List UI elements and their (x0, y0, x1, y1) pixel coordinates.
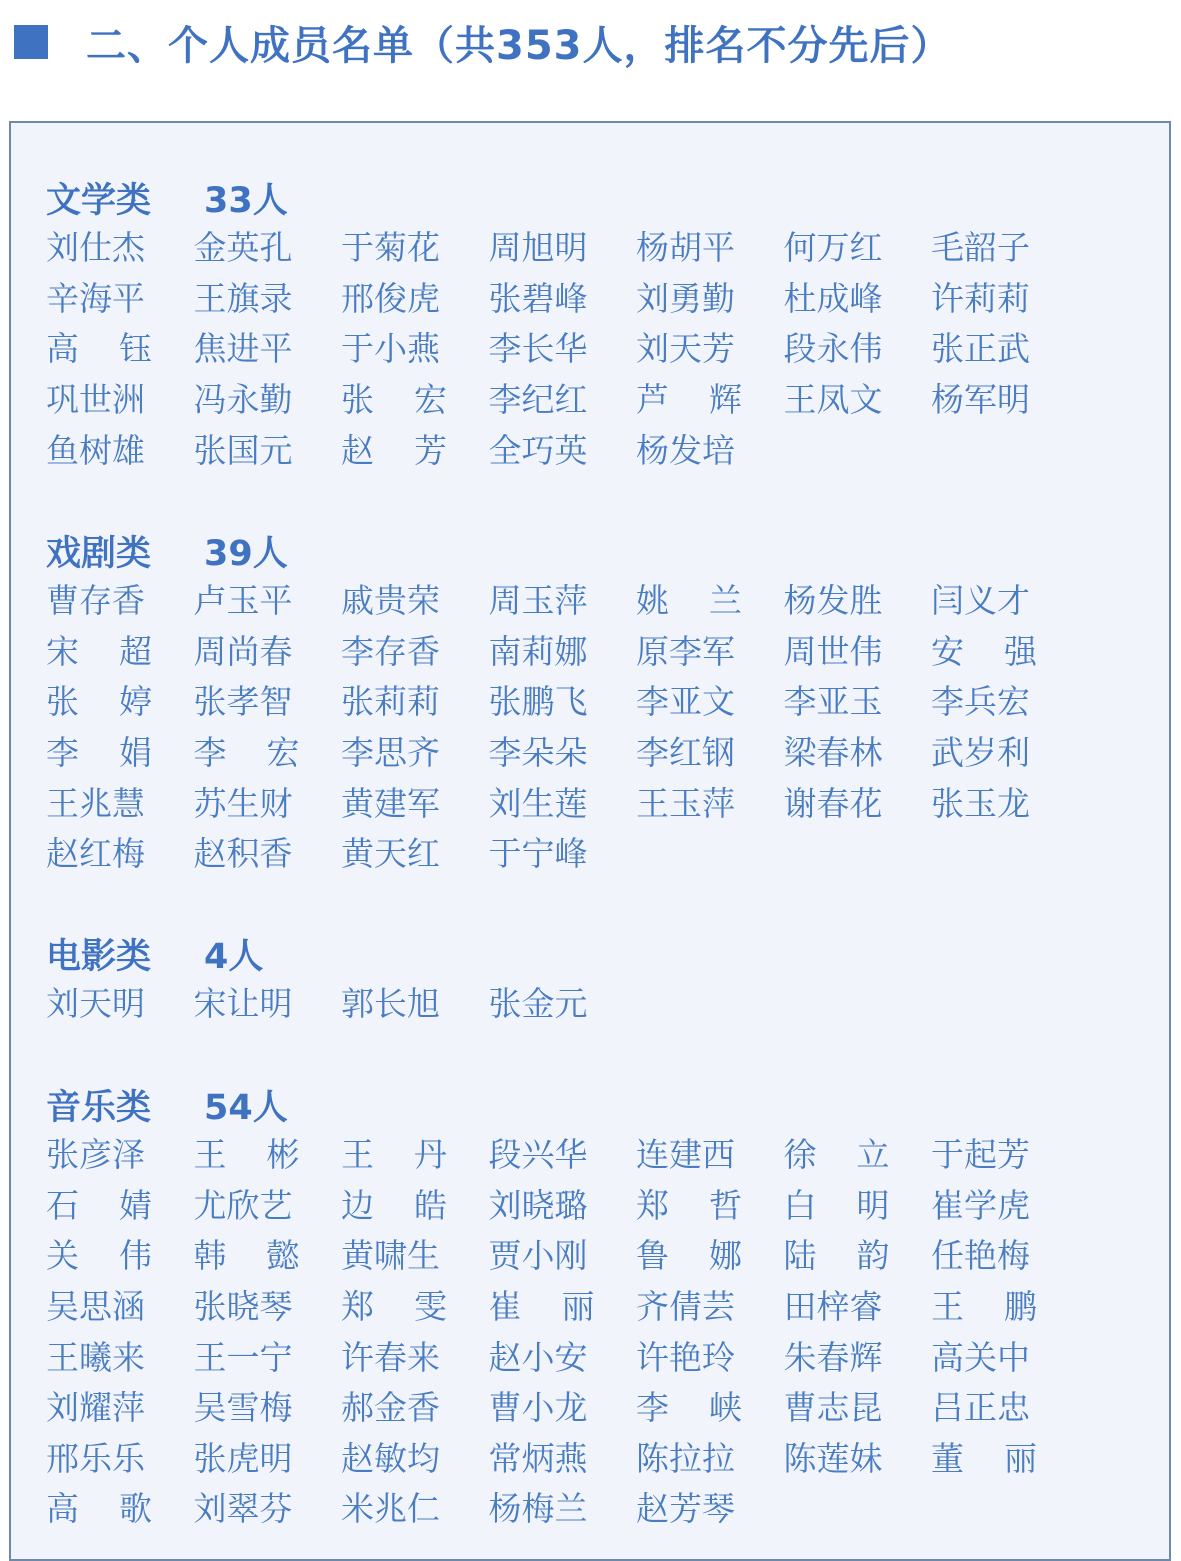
member-name: 李 娟 (46, 733, 152, 773)
member-name: 李朵朵 (488, 733, 588, 773)
member-name: 张鹏飞 (488, 682, 588, 722)
member-name: 曹小龙 (488, 1388, 588, 1428)
member-name: 周世伟 (783, 631, 883, 671)
member-name: 毛韶子 (931, 228, 1030, 268)
section-header (46, 526, 1079, 576)
header-square-icon (14, 25, 48, 59)
member-name: 黄建军 (341, 783, 440, 823)
member-name: 王旗录 (193, 278, 293, 318)
member-name: 全巧英 (488, 430, 588, 470)
member-name: 杜成峰 (783, 278, 883, 318)
member-name: 郑 雯 (341, 1287, 447, 1327)
member-name: 李思齐 (341, 733, 440, 773)
member-name: 米兆仁 (341, 1489, 440, 1529)
member-name: 徐 立 (783, 1135, 890, 1175)
member-name: 黄天红 (341, 834, 440, 874)
member-name: 许艳玲 (636, 1337, 735, 1377)
member-name: 闫义才 (931, 581, 1030, 621)
member-name: 陆 韵 (783, 1236, 890, 1276)
member-name: 卢玉平 (193, 581, 293, 621)
member-name: 李亚玉 (783, 682, 883, 722)
member-name: 郭长旭 (341, 984, 440, 1024)
member-name: 李红钢 (636, 733, 735, 773)
member-name: 于宁峰 (488, 834, 588, 874)
member-name: 关 伟 (46, 1236, 152, 1276)
member-name: 尤欣艺 (193, 1185, 293, 1225)
member-name: 韩 懿 (193, 1236, 300, 1276)
member-name: 谢春花 (783, 783, 883, 823)
member-name: 刘天芳 (636, 329, 735, 369)
member-name: 吕正忠 (931, 1388, 1030, 1428)
member-name: 南莉娜 (488, 631, 588, 671)
member-name: 黄啸生 (341, 1236, 440, 1276)
section-literature (46, 173, 1079, 476)
member-name: 杨军明 (931, 380, 1030, 420)
member-name: 邢俊虎 (341, 278, 440, 318)
member-name: 王 彬 (193, 1135, 300, 1175)
member-name: 许莉莉 (931, 278, 1030, 318)
section-header (46, 1080, 1079, 1130)
page-title: 二、个人成员名单（共353人，排名不分先后） (86, 22, 952, 69)
member-name: 于小燕 (341, 329, 440, 369)
member-name: 姚 兰 (636, 581, 742, 621)
member-name: 朱春辉 (783, 1337, 883, 1377)
member-name: 于起芳 (931, 1135, 1030, 1175)
section-header (46, 173, 1079, 223)
member-name: 刘晓璐 (488, 1185, 588, 1225)
member-name: 冯永勤 (193, 380, 293, 420)
member-name: 周旭明 (488, 228, 588, 268)
section-name: 电影类 (46, 937, 152, 977)
section-drama (46, 526, 1079, 880)
member-name: 邢乐乐 (46, 1438, 145, 1478)
member-name: 宋 超 (46, 631, 152, 671)
member-name: 王兆慧 (46, 783, 145, 823)
member-name: 段永伟 (783, 329, 883, 369)
member-name: 李 宏 (193, 733, 300, 773)
member-name: 张虎明 (193, 1438, 293, 1478)
member-name: 张晓琴 (193, 1287, 293, 1327)
member-name: 李存香 (341, 631, 440, 671)
member-name: 杨发培 (636, 430, 735, 470)
member-name: 武岁利 (931, 733, 1030, 773)
section-header (46, 929, 1079, 979)
member-grid (46, 1130, 1079, 1535)
member-name: 郝金香 (341, 1388, 440, 1428)
member-name: 金英孔 (193, 228, 293, 268)
member-name: 张孝智 (193, 682, 293, 722)
section-film (46, 929, 1079, 1030)
section-name: 戏剧类 (46, 534, 152, 574)
member-name: 连建西 (636, 1135, 735, 1175)
member-name: 芦 辉 (636, 380, 742, 420)
member-name: 赵积香 (193, 834, 293, 874)
member-name: 杨梅兰 (488, 1489, 588, 1529)
member-name: 段兴华 (488, 1135, 588, 1175)
member-name: 高 钰 (46, 329, 152, 369)
member-name: 刘耀萍 (46, 1388, 145, 1428)
member-name: 王玉萍 (636, 783, 735, 823)
member-name: 张国元 (193, 430, 293, 470)
section-music (46, 1080, 1079, 1535)
member-name: 田梓睿 (783, 1287, 883, 1327)
member-name: 周玉萍 (488, 581, 588, 621)
member-name: 刘翠芬 (193, 1489, 293, 1529)
member-name: 张玉龙 (931, 783, 1030, 823)
member-name: 鱼树雄 (46, 430, 145, 470)
member-name: 高关中 (931, 1337, 1030, 1377)
member-name: 赵芳琴 (636, 1489, 735, 1529)
member-name: 宋让明 (193, 984, 293, 1024)
member-name: 苏生财 (193, 783, 293, 823)
member-name: 吴雪梅 (193, 1388, 293, 1428)
member-name: 于菊花 (341, 228, 440, 268)
member-name: 郑 哲 (636, 1185, 742, 1225)
member-name: 戚贵荣 (341, 581, 440, 621)
section-count: 54人 (204, 1088, 288, 1128)
member-name: 陈拉拉 (636, 1438, 735, 1478)
member-name: 曹存香 (46, 581, 145, 621)
member-name: 张彦泽 (46, 1135, 145, 1175)
member-grid (46, 979, 1079, 1030)
member-name: 常炳燕 (488, 1438, 588, 1478)
member-name: 张碧峰 (488, 278, 588, 318)
member-name: 王一宁 (193, 1337, 293, 1377)
member-name: 焦进平 (193, 329, 293, 369)
section-count: 33人 (204, 181, 288, 221)
member-name: 王 丹 (341, 1135, 447, 1175)
section-count: 39人 (204, 534, 288, 574)
member-name: 齐倩芸 (636, 1287, 735, 1327)
member-name: 王 鹏 (931, 1287, 1037, 1327)
member-name: 杨胡平 (636, 228, 735, 268)
member-name: 刘天明 (46, 984, 145, 1024)
member-name: 崔 丽 (488, 1287, 595, 1327)
member-name: 张 宏 (341, 380, 447, 420)
member-name: 白 明 (783, 1185, 890, 1225)
member-name: 赵敏均 (341, 1438, 440, 1478)
member-name: 李 峡 (636, 1388, 742, 1428)
member-name: 巩世洲 (46, 380, 145, 420)
member-list-panel (9, 121, 1171, 1561)
member-name: 边 皓 (341, 1185, 447, 1225)
member-name: 周尚春 (193, 631, 293, 671)
member-name: 曹志昆 (783, 1388, 883, 1428)
member-name: 张金元 (488, 984, 588, 1024)
section-name: 音乐类 (46, 1088, 152, 1128)
member-grid (46, 576, 1079, 880)
member-name: 李纪红 (488, 380, 588, 420)
member-name: 高 歌 (46, 1489, 152, 1529)
member-name: 安 强 (931, 631, 1037, 671)
member-name: 王凤文 (783, 380, 883, 420)
member-name: 赵红梅 (46, 834, 145, 874)
member-name: 董 丽 (931, 1438, 1037, 1478)
member-name: 石 婧 (46, 1185, 152, 1225)
member-name: 鲁 娜 (636, 1236, 742, 1276)
member-name: 李亚文 (636, 682, 735, 722)
member-name: 吴思涵 (46, 1287, 145, 1327)
member-name: 陈莲妹 (783, 1438, 883, 1478)
member-name: 崔学虎 (931, 1185, 1030, 1225)
section-count: 4人 (204, 937, 264, 977)
page-header (14, 14, 952, 70)
member-name: 任艳梅 (931, 1236, 1030, 1276)
member-name: 王曦来 (46, 1337, 145, 1377)
member-name: 赵小安 (488, 1337, 588, 1377)
member-name: 张莉莉 (341, 682, 440, 722)
section-name: 文学类 (46, 181, 152, 221)
member-name: 原李军 (636, 631, 735, 671)
member-name: 张正武 (931, 329, 1030, 369)
member-name: 刘勇勤 (636, 278, 735, 318)
member-name: 梁春林 (783, 733, 883, 773)
member-name: 杨发胜 (783, 581, 883, 621)
member-name: 赵 芳 (341, 430, 447, 470)
member-name: 辛海平 (46, 278, 145, 318)
member-name: 李长华 (488, 329, 588, 369)
member-grid (46, 223, 1079, 476)
member-name: 何万红 (783, 228, 883, 268)
member-name: 李兵宏 (931, 682, 1030, 722)
member-name: 许春来 (341, 1337, 440, 1377)
member-name: 贾小刚 (488, 1236, 588, 1276)
member-name: 张 婷 (46, 682, 152, 722)
member-name: 刘仕杰 (46, 228, 145, 268)
member-name: 刘生莲 (488, 783, 588, 823)
